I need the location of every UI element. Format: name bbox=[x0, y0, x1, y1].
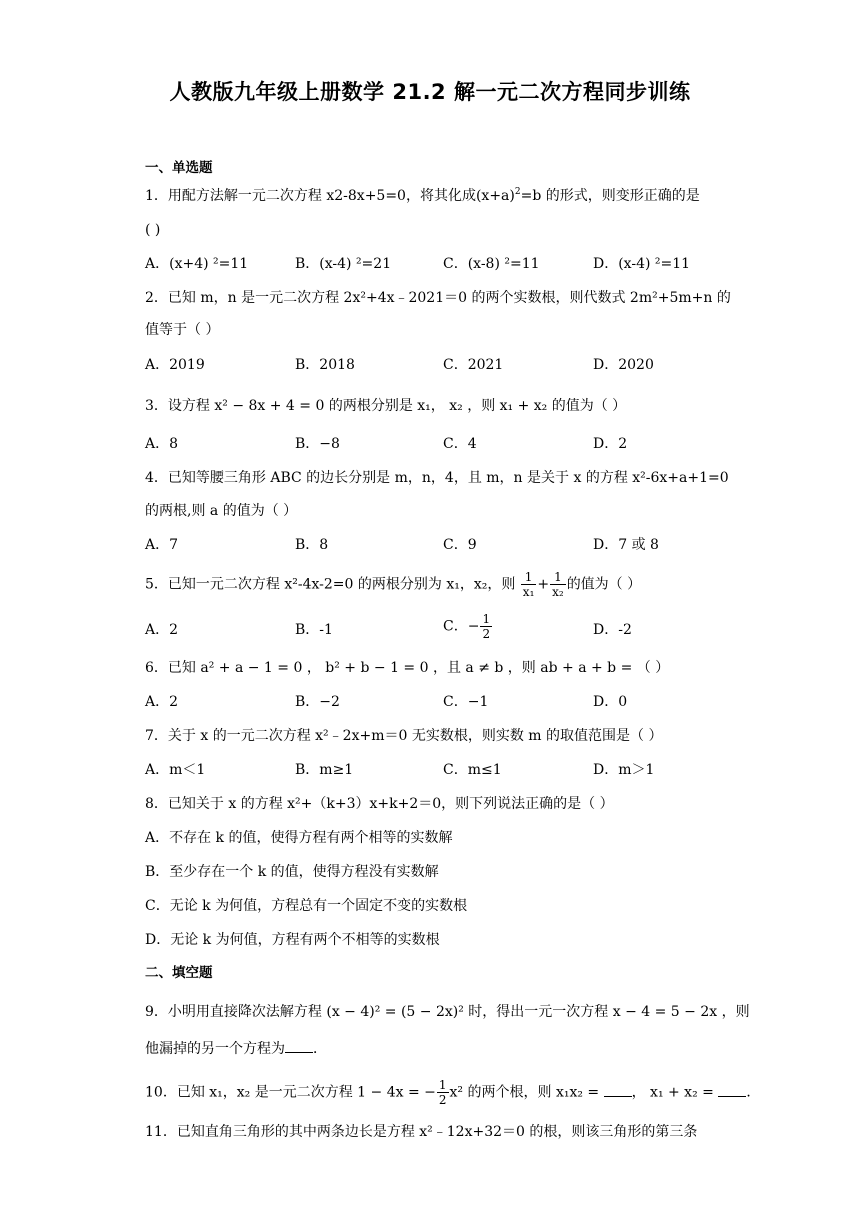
question-2-option-b: B．2018 bbox=[295, 357, 355, 373]
question-4-line-2: 的两根,则 a 的值为（ ） bbox=[145, 503, 298, 519]
question-8-option-d: D．无论 k 为何值，方程有两个不相等的实数根 bbox=[145, 932, 440, 948]
answer-blank-product[interactable] bbox=[604, 1082, 632, 1097]
question-2-line-1: 2．已知 m，n 是一元二次方程 2x²+4x﹣2021＝0 的两个实数根，则代数式 2m²+5m+n 的 bbox=[145, 290, 731, 306]
answer-blank-sum[interactable] bbox=[718, 1082, 746, 1097]
question-7-option-c: C．m≤1 bbox=[443, 762, 502, 778]
question-6-option-a: A．2 bbox=[145, 694, 179, 710]
page-title: 人教版九年级上册数学 21.2 解一元二次方程同步训练 bbox=[169, 80, 691, 104]
question-1-paren: ( ) bbox=[145, 222, 161, 238]
question-3-option-b: B．−8 bbox=[295, 436, 340, 452]
question-1-stem: 1．用配方法解一元二次方程 x2-8x+5=0，将其化成$(x+a)^2=b$ 的形式，则变形正确的是 bbox=[145, 187, 700, 204]
question-8-option-b: B．至少存在一个 k 的值，使得方程没有实数解 bbox=[145, 864, 439, 880]
section-fill-blank: 二、填空题 bbox=[145, 965, 213, 981]
question-6-stem: 6．已知 a² + a − 1 = 0 ， b² + b − 1 = 0 ，且 a ≠ b ，则 ab + a + b = （ ） bbox=[145, 660, 670, 676]
question-5-option-d: D．-2 bbox=[593, 622, 632, 638]
question-2-line-2: 值等于（ ） bbox=[145, 322, 220, 338]
question-1-option-a: A．(x+4) ²=11 bbox=[145, 256, 249, 272]
question-7-option-d: D．m＞1 bbox=[593, 762, 655, 778]
question-5-option-b: B．-1 bbox=[295, 622, 333, 638]
question-8-option-a: A．不存在 k 的值，使得方程有两个相等的实数解 bbox=[145, 830, 453, 846]
fraction-1-over-x1: $\frac{1}{\text{x₁}}$ bbox=[522, 570, 535, 599]
question-1-option-d: D．(x-4) ²=11 bbox=[593, 256, 691, 272]
question-6-option-b: B．−2 bbox=[295, 694, 340, 710]
question-7-stem: 7．关于 x 的一元二次方程 x²﹣2x+m＝0 无实数根，则实数 m 的取值范围是（ ） bbox=[145, 728, 663, 744]
question-4-option-b: B．8 bbox=[295, 537, 329, 553]
question-4-option-d: D．7 或 8 bbox=[593, 537, 659, 553]
question-9-line-1: 9．小明用直接降次法解方程 (x − 4)² = (5 − 2x)² 时，得出一元一次方程 x − 4 = 5 − 2x ，则 bbox=[145, 1004, 750, 1020]
question-7-option-b: B．m≥1 bbox=[295, 762, 354, 778]
question-6-option-d: D．0 bbox=[593, 694, 628, 710]
question-4-option-a: A．7 bbox=[145, 537, 179, 553]
question-10-stem: 10．已知 x₁，x₂ 是一元二次方程 1 − 4x = − $\frac{1}{2}$ x² 的两个根，则 x₁x₂ = ， x₁ + x₂ = ． bbox=[145, 1078, 761, 1107]
question-8-stem: 8．已知关于 x 的方程 x²+（k+3）x+k+2＝0，则下列说法正确的是（ ） bbox=[145, 796, 614, 812]
question-7-option-a: A．m＜1 bbox=[145, 762, 206, 778]
question-3-stem: 3．设方程 x² − 8x + 4 = 0 的两根分别是 x₁， x₂ ，则 x₁ + x₂ 的值为（ ） bbox=[145, 398, 627, 414]
question-2-option-c: C．2021 bbox=[443, 357, 504, 373]
question-11-stem: 11．已知直角三角形的其中两条边长是方程 x²﹣12x+32＝0 的根，则该三角形的第三条 bbox=[145, 1124, 698, 1140]
section-single-choice: 一、单选题 bbox=[145, 160, 213, 176]
question-3-option-d: D．2 bbox=[593, 436, 628, 452]
question-2-option-a: A．2019 bbox=[145, 357, 205, 373]
answer-blank[interactable] bbox=[285, 1038, 313, 1053]
question-4-line-1: 4．已知等腰三角形 ABC 的边长分别是 m，n，4，且 m，n 是关于 x 的方程 x²-6x+a+1=0 bbox=[145, 470, 729, 486]
question-1-option-b: B．(x-4) ²=21 bbox=[295, 256, 392, 272]
question-3-option-c: C．4 bbox=[443, 436, 477, 452]
question-5-option-c: C．− $\frac{1}{2}$ bbox=[443, 612, 491, 641]
question-9-line-2: 他漏掉的另一个方程为 ． bbox=[145, 1038, 327, 1059]
question-1-option-c: C．(x-8) ²=11 bbox=[443, 256, 540, 272]
fraction-one-half: $\frac{1}{2}$ bbox=[438, 1078, 447, 1107]
question-5-option-a: A．2 bbox=[145, 622, 179, 638]
question-5-stem: 5．已知一元二次方程 x²-4x-2=0 的两根分别为 x₁，x₂，则 $\frac{1}{\text{x₁}}$ + $\frac{1}{\text{x₂}}$ 的值为（ ） bbox=[145, 570, 642, 599]
question-3-option-a: A．8 bbox=[145, 436, 179, 452]
question-8-option-c: C．无论 k 为何值，方程总有一个固定不变的实数根 bbox=[145, 898, 468, 914]
question-2-option-d: D．2020 bbox=[593, 357, 654, 373]
fraction-1-over-x2: $\frac{1}{\text{x₂}}$ bbox=[552, 570, 564, 599]
question-6-option-c: C．−1 bbox=[443, 694, 489, 710]
question-4-option-c: C．9 bbox=[443, 537, 477, 553]
